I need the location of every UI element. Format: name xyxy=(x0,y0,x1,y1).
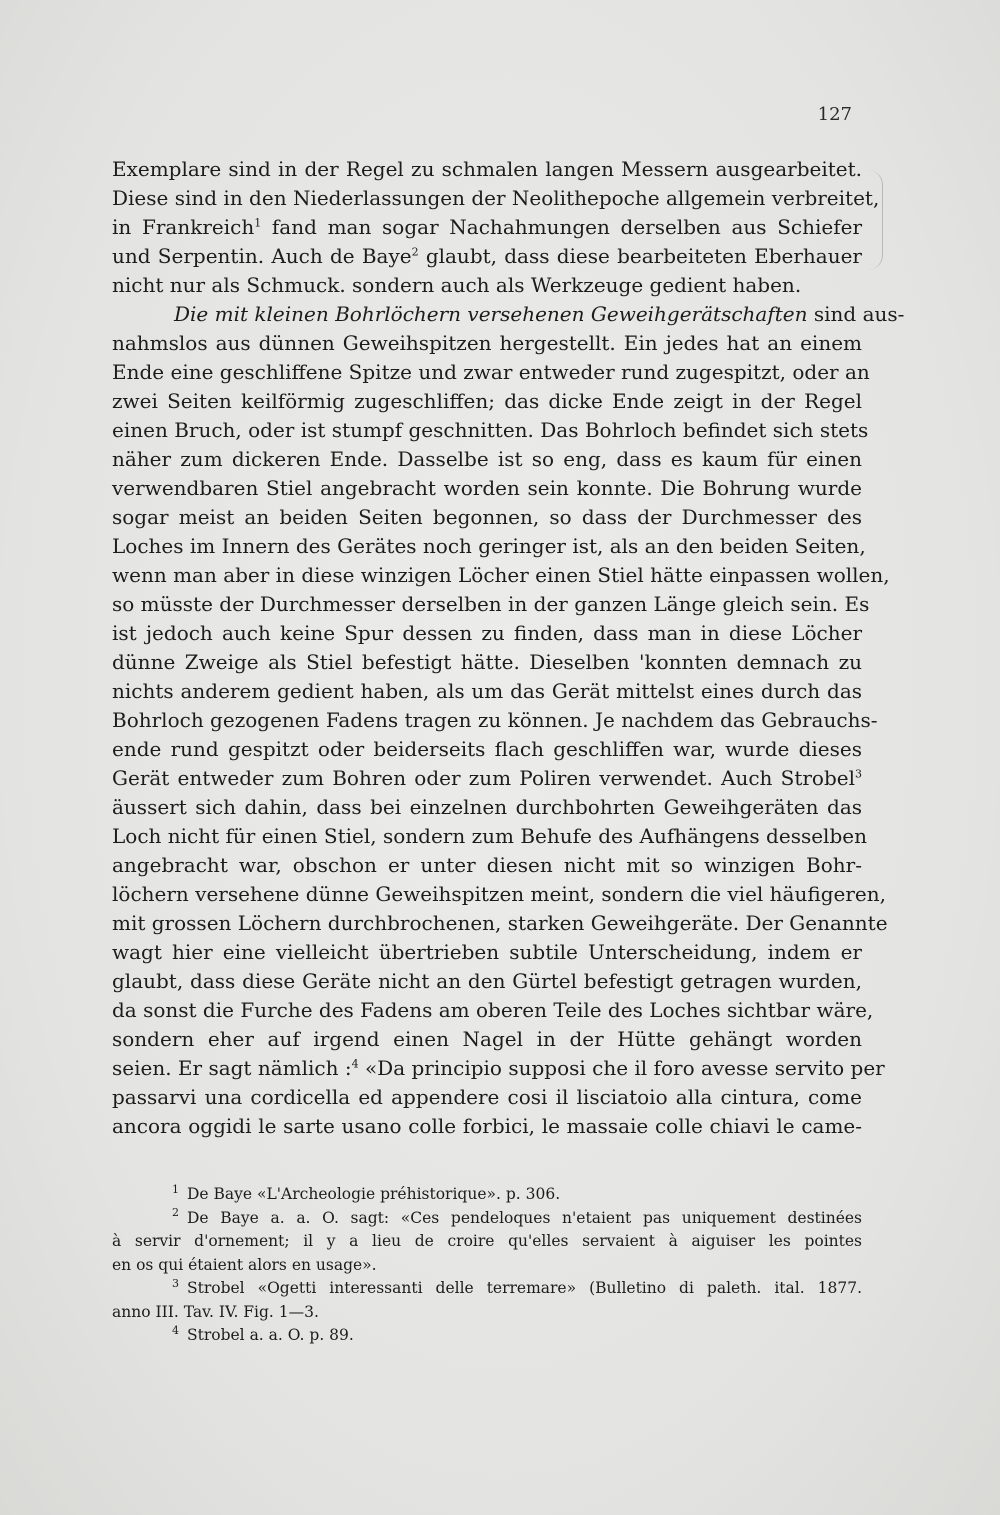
footnote-text: De Baye «L'Archeologie préhistorique». p. 306. xyxy=(187,1185,561,1203)
footnote-text: De Baye a. a. O. sagt: «Ces pendeloques n'etaient pas uniquement destinées xyxy=(187,1208,862,1227)
text-line xyxy=(112,213,862,242)
text-line: sogar meist an beiden Seiten begonnen, so dass der Durchmesser des xyxy=(112,505,862,529)
text-line: zwei Seiten keilförmig zugeschliffen; das dicke Ende zeigt in der Regel xyxy=(112,389,862,413)
text-line: löchern versehene dünne Geweihspitzen meint, sondern die viel häufigeren, xyxy=(112,882,886,906)
text-segment: fand man sogar Nachahmungen derselben aus Schiefer xyxy=(271,215,863,239)
text-line: sondern eher auf irgend einen Nagel in der Hütte gehängt worden xyxy=(112,1027,862,1051)
footnote-text: Strobel a. a. O. p. 89. xyxy=(187,1326,354,1344)
text-line: nicht nur als Schmuck. sondern auch als Werkzeuge gedient haben. xyxy=(112,273,802,297)
page-number: 127 xyxy=(817,104,852,125)
text-line: äussert sich dahin, dass bei einzelnen durchbohrten Geweihgeräten das xyxy=(112,795,862,819)
text-line: wenn man aber in diese winzigen Löcher einen Stiel hätte einpassen wollen, xyxy=(112,563,890,587)
text-line: passarvi una cordicella ed appendere cosi il lisciatoio alla cintura, come xyxy=(112,1085,862,1109)
footnote-mark: 1 xyxy=(172,1182,179,1196)
footnote-line: anno III. Tav. IV. Fig. 1—3. xyxy=(112,1302,319,1321)
footnote-4 xyxy=(112,1324,862,1348)
body-text xyxy=(112,155,905,1141)
text-line: wagt hier eine vielleicht übertrieben subtile Unterscheidung, indem er xyxy=(112,940,862,964)
page-edge-mark xyxy=(868,170,883,270)
text-line xyxy=(112,300,905,329)
text-segment: Gerät entweder zum Bohren oder zum Poliren verwendet. Auch Strobel xyxy=(112,766,855,790)
text-line: ende rund gespitzt oder beiderseits flach geschliffen war, wurde dieses xyxy=(112,737,862,761)
text-line: da sonst die Furche des Fadens am oberen Teile des Loches sichtbar wäre, xyxy=(112,998,874,1022)
text-line xyxy=(112,764,862,793)
text-line: so müsste der Durchmesser derselben in der ganzen Länge gleich sein. Es xyxy=(112,592,870,616)
text-segment: «Da principio supposi che il foro avesse servito per xyxy=(364,1056,885,1080)
text-line: Loches im Innern des Gerätes noch geringer ist, als an den beiden Seiten, xyxy=(112,534,866,558)
footnote-line: à servir d'ornement; il y a lieu de croire qu'elles servaient à aiguiser les pointes xyxy=(112,1232,862,1250)
text-line: einen Bruch, oder ist stumpf geschnitten. Das Bohrloch befindet sich stets xyxy=(112,418,869,442)
text-line: ancora oggidi le sarte usano colle forbici, le massaie colle chiavi le came- xyxy=(112,1114,862,1138)
footnote-ref: 4 xyxy=(351,1057,359,1071)
text-line: verwendbaren Stiel angebracht worden sein konnte. Die Bohrung wurde xyxy=(112,476,862,500)
footnote-ref: 2 xyxy=(411,245,419,259)
footnote-2 xyxy=(112,1207,862,1231)
text-line xyxy=(112,1054,885,1083)
text-line: dünne Zweige als Stiel befestigt hätte. Dieselben 'konnten demnach zu xyxy=(112,650,862,674)
text-segment: glaubt, dass diese bearbeiteten Eberhauer xyxy=(425,244,862,268)
footnote-3 xyxy=(112,1277,862,1301)
text-segment: in Frankreich xyxy=(112,215,255,239)
text-line: Loch nicht für einen Stiel, sondern zum Behufe des Aufhängens desselben xyxy=(112,824,867,848)
text-segment: sind aus- xyxy=(813,302,905,326)
footnote-ref: 3 xyxy=(855,767,862,781)
footnote-ref: 1 xyxy=(254,216,262,230)
text-line: mit grossen Löchern durchbrochenen, starken Geweihgeräte. Der Genannte xyxy=(112,911,888,935)
text-segment: seien. Er sagt nämlich : xyxy=(112,1056,352,1080)
text-segment: und Serpentin. Auch de Baye xyxy=(112,244,412,268)
text-line: ist jedoch auch keine Spur dessen zu finden, dass man in diese Löcher xyxy=(112,621,862,645)
footnote-mark: 3 xyxy=(172,1276,179,1290)
footnote-1 xyxy=(112,1183,862,1207)
text-line: Exemplare sind in der Regel zu schmalen langen Messern ausgearbeitet. xyxy=(112,157,862,181)
text-line: glaubt, dass diese Geräte nicht an den Gürtel befestigt getragen wurden, xyxy=(112,969,862,993)
footnote-text: Strobel «Ogetti interessanti delle terremare» (Bulletino di paleth. ital. 1877. xyxy=(187,1279,862,1297)
text-line: nahmslos aus dünnen Geweihspitzen hergestellt. Ein jedes hat an einem xyxy=(112,331,862,355)
italic-heading: Die mit kleinen Bohrlöchern versehenen Geweihgerätschaften xyxy=(174,302,808,326)
text-line: angebracht war, obschon er unter diesen nicht mit so winzigen Bohr- xyxy=(112,853,862,877)
text-line xyxy=(112,242,862,271)
text-line: nichts anderem gedient haben, als um das Gerät mittelst eines durch das xyxy=(112,679,862,703)
footnote-mark: 4 xyxy=(172,1323,179,1337)
text-line: Bohrloch gezogenen Fadens tragen zu können. Je nachdem das Gebrauchs- xyxy=(112,708,878,732)
text-line: näher zum dickeren Ende. Dasselbe ist so eng, dass es kaum für einen xyxy=(112,447,862,471)
footnote-line: en os qui étaient alors en usage». xyxy=(112,1255,377,1274)
footnotes xyxy=(112,1183,862,1348)
text-line: Diese sind in den Niederlassungen der Neolithepoche allgemein verbreitet, xyxy=(112,186,880,210)
footnote-mark: 2 xyxy=(172,1206,179,1220)
text-line: Ende eine geschliffene Spitze und zwar entweder rund zugespitzt, oder an xyxy=(112,360,870,384)
